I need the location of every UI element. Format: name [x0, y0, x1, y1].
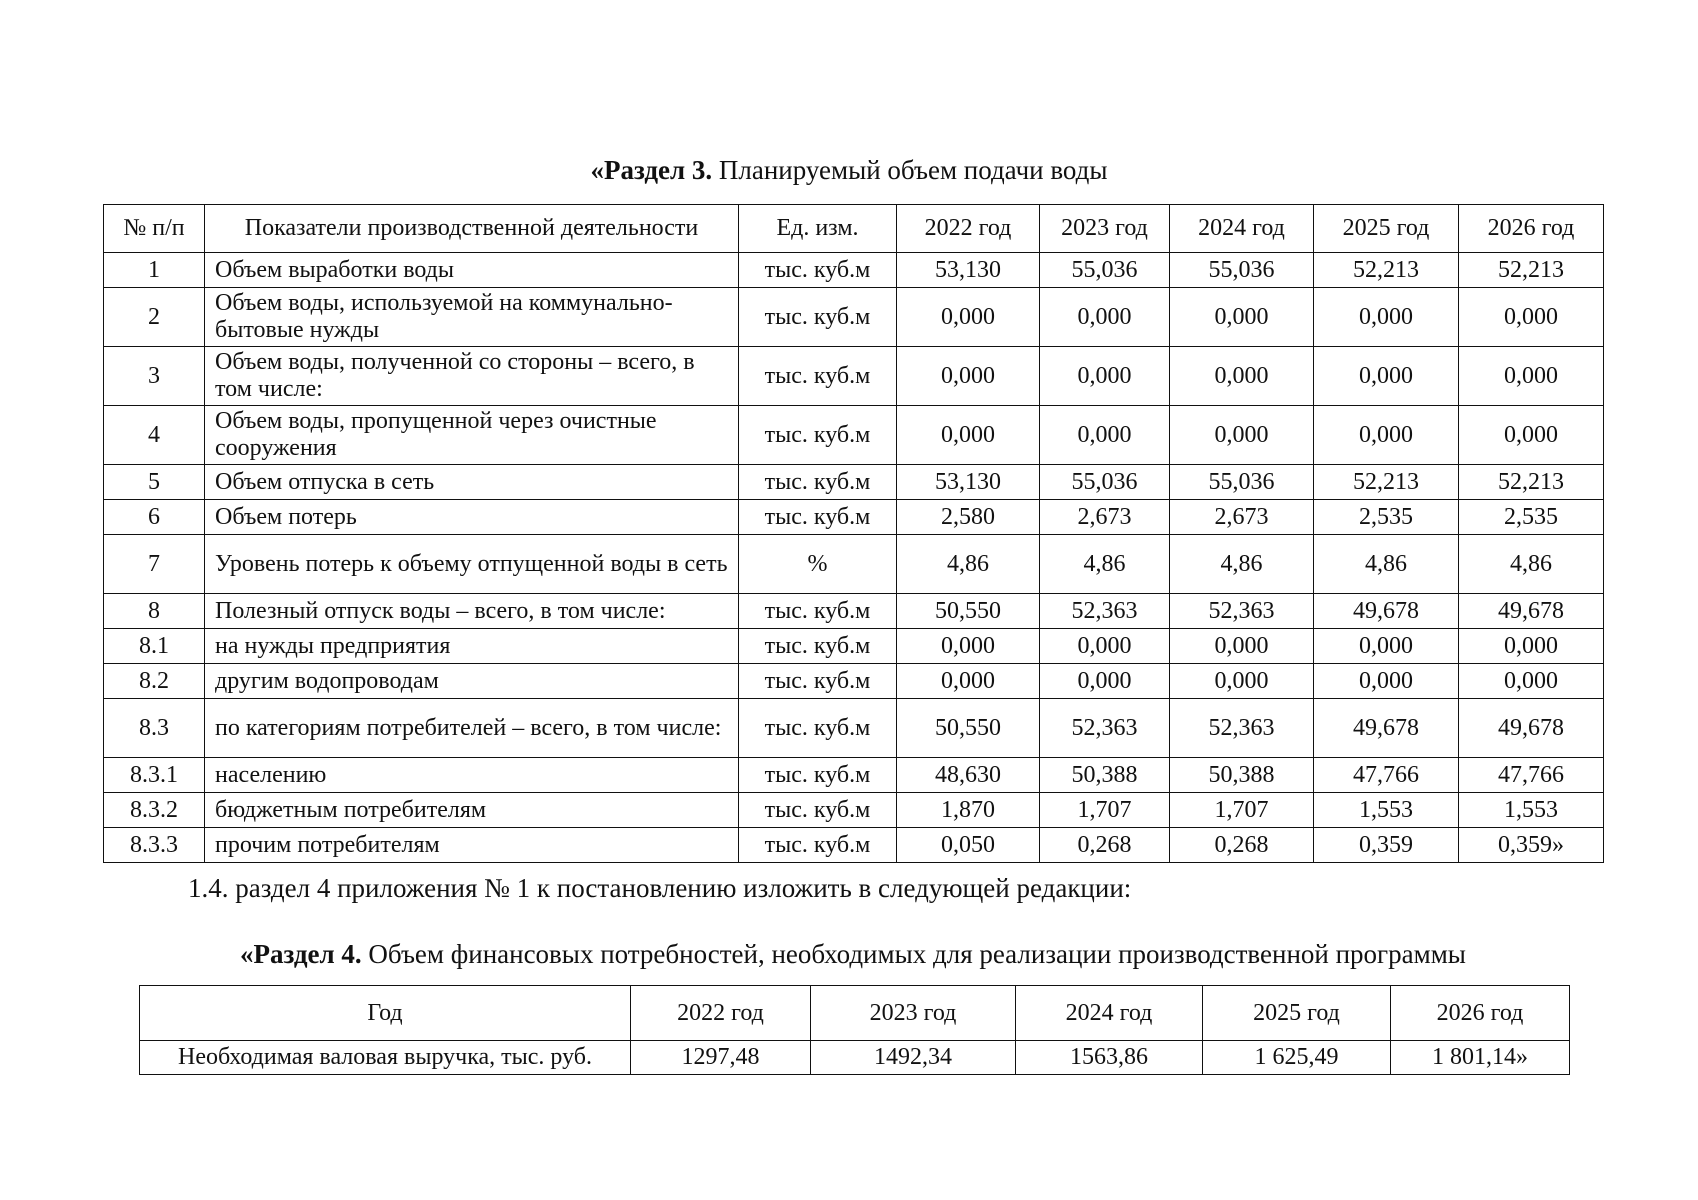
table-row [140, 1041, 1570, 1075]
value-cell: 52,363 [1170, 699, 1314, 758]
row-indicator: прочим потребителям [205, 828, 739, 863]
value-cell: 0,000 [1459, 664, 1604, 699]
header-cell: № п/п [104, 205, 205, 253]
row-number: 8.2 [104, 664, 205, 699]
table-row [104, 664, 1604, 699]
value-cell: 0,000 [897, 629, 1040, 664]
value-cell: 1,553 [1459, 793, 1604, 828]
value-cell: 2,535 [1314, 500, 1459, 535]
table-row [104, 629, 1604, 664]
value-cell: 0,000 [1170, 664, 1314, 699]
row-indicator: Объем воды, пропущенной через очистные сооружения [205, 406, 739, 465]
row-unit: тыс. куб.м [739, 758, 897, 793]
table-row [104, 347, 1604, 406]
row-unit: тыс. куб.м [739, 288, 897, 347]
value-cell: 53,130 [897, 465, 1040, 500]
row-unit: тыс. куб.м [739, 406, 897, 465]
section3-title [0, 152, 1698, 188]
section4-title-rest: Объем финансовых потребностей, необходимых для реализации производственной программы [361, 939, 1466, 969]
value-cell: 0,000 [897, 406, 1040, 465]
value-cell: 2,535 [1459, 500, 1604, 535]
value-cell: 50,550 [897, 699, 1040, 758]
row-unit: тыс. куб.м [739, 500, 897, 535]
value-cell: 4,86 [1040, 535, 1170, 594]
value-cell: 0,000 [1040, 288, 1170, 347]
header-cell: 2022 год [631, 986, 811, 1041]
header-cell: 2024 год [1170, 205, 1314, 253]
value-cell: 0,000 [1459, 406, 1604, 465]
row-number: 5 [104, 465, 205, 500]
value-cell: 0,268 [1040, 828, 1170, 863]
row-unit: тыс. куб.м [739, 253, 897, 288]
row-unit: тыс. куб.м [739, 664, 897, 699]
section3-header-row [104, 205, 1604, 253]
value-cell: 2,580 [897, 500, 1040, 535]
value-cell: 0,000 [1459, 288, 1604, 347]
row-number: 4 [104, 406, 205, 465]
value-cell: 55,036 [1040, 465, 1170, 500]
section3-table-body [104, 253, 1604, 863]
value-cell: 55,036 [1040, 253, 1170, 288]
header-cell: 2023 год [1040, 205, 1170, 253]
value-cell: 50,388 [1040, 758, 1170, 793]
value-cell: 0,000 [897, 288, 1040, 347]
row-unit: тыс. куб.м [739, 347, 897, 406]
header-cell: Показатели производственной деятельности [205, 205, 739, 253]
section4-title [240, 936, 1466, 972]
value-cell: 47,766 [1459, 758, 1604, 793]
value-cell: 4,86 [897, 535, 1040, 594]
value-cell: 1492,34 [811, 1041, 1016, 1075]
value-cell: 4,86 [1314, 535, 1459, 594]
row-number: 8 [104, 594, 205, 629]
header-cell: 2026 год [1459, 205, 1604, 253]
row-unit: тыс. куб.м [739, 699, 897, 758]
row-indicator: Объем воды, используемой на коммунально-бытовые нужды [205, 288, 739, 347]
value-cell: 50,550 [897, 594, 1040, 629]
row-number: 1 [104, 253, 205, 288]
value-cell: 0,000 [1314, 664, 1459, 699]
value-cell: 1 625,49 [1203, 1041, 1391, 1075]
row-indicator: Объем отпуска в сеть [205, 465, 739, 500]
header-cell: 2024 год [1016, 986, 1203, 1041]
table-row [104, 758, 1604, 793]
header-cell: 2025 год [1203, 986, 1391, 1041]
row-indicator: Объем выработки воды [205, 253, 739, 288]
table-row [104, 594, 1604, 629]
row-indicator: на нужды предприятия [205, 629, 739, 664]
value-cell: 0,000 [1314, 406, 1459, 465]
row-number: 8.3 [104, 699, 205, 758]
header-cell: 2026 год [1391, 986, 1570, 1041]
table-row [104, 500, 1604, 535]
value-cell: 0,000 [1170, 406, 1314, 465]
row-unit: тыс. куб.м [739, 828, 897, 863]
row-number: 7 [104, 535, 205, 594]
value-cell: 0,000 [1040, 629, 1170, 664]
value-cell: 1563,86 [1016, 1041, 1203, 1075]
value-cell: 52,363 [1040, 699, 1170, 758]
row-indicator: Объем потерь [205, 500, 739, 535]
value-cell: 49,678 [1314, 699, 1459, 758]
value-cell: 1,707 [1170, 793, 1314, 828]
row-number: 6 [104, 500, 205, 535]
value-cell: 0,359 [1314, 828, 1459, 863]
row-number: 8.3.3 [104, 828, 205, 863]
section3-table [103, 204, 1604, 863]
value-cell: 1297,48 [631, 1041, 811, 1075]
table-row [104, 699, 1604, 758]
row-indicator: населению [205, 758, 739, 793]
row-number: 8.1 [104, 629, 205, 664]
header-cell: Ед. изм. [739, 205, 897, 253]
row-number: 2 [104, 288, 205, 347]
value-cell: 1,870 [897, 793, 1040, 828]
row-indicator: другим водопроводам [205, 664, 739, 699]
value-cell: 0,000 [1314, 347, 1459, 406]
value-cell: 0,000 [1170, 347, 1314, 406]
row-label: Необходимая валовая выручка, тыс. руб. [140, 1041, 631, 1075]
row-indicator: Полезный отпуск воды – всего, в том числе: [205, 594, 739, 629]
value-cell: 49,678 [1459, 699, 1604, 758]
value-cell: 48,630 [897, 758, 1040, 793]
value-cell: 0,050 [897, 828, 1040, 863]
value-cell: 53,130 [897, 253, 1040, 288]
table-row [104, 253, 1604, 288]
header-cell: 2025 год [1314, 205, 1459, 253]
header-cell: Год [140, 986, 631, 1041]
table-row [104, 535, 1604, 594]
row-number: 8.3.1 [104, 758, 205, 793]
value-cell: 0,000 [1040, 347, 1170, 406]
value-cell: 47,766 [1314, 758, 1459, 793]
value-cell: 4,86 [1170, 535, 1314, 594]
value-cell: 0,000 [1459, 629, 1604, 664]
header-cell: 2023 год [811, 986, 1016, 1041]
value-cell: 52,363 [1170, 594, 1314, 629]
value-cell: 52,213 [1459, 253, 1604, 288]
value-cell: 0,000 [1040, 406, 1170, 465]
value-cell: 0,000 [1459, 347, 1604, 406]
table-row [104, 828, 1604, 863]
row-unit: тыс. куб.м [739, 629, 897, 664]
value-cell: 0,000 [1314, 629, 1459, 664]
section4-title-bold: «Раздел 4. [240, 939, 362, 969]
value-cell: 1 801,14» [1391, 1041, 1570, 1075]
section4-header-row [140, 986, 1570, 1041]
table-row [104, 465, 1604, 500]
value-cell: 1,707 [1040, 793, 1170, 828]
section3-title-rest: Планируемый объем подачи воды [712, 155, 1108, 185]
section4-table [139, 985, 1570, 1075]
header-cell: 2022 год [897, 205, 1040, 253]
value-cell: 0,268 [1170, 828, 1314, 863]
value-cell: 49,678 [1314, 594, 1459, 629]
value-cell: 52,213 [1459, 465, 1604, 500]
value-cell: 0,000 [1040, 664, 1170, 699]
value-cell: 0,000 [1170, 288, 1314, 347]
table-row [104, 406, 1604, 465]
value-cell: 1,553 [1314, 793, 1459, 828]
value-cell: 0,000 [1170, 629, 1314, 664]
value-cell: 55,036 [1170, 465, 1314, 500]
value-cell: 0,359» [1459, 828, 1604, 863]
value-cell: 2,673 [1170, 500, 1314, 535]
value-cell: 52,213 [1314, 465, 1459, 500]
section3-title-bold: «Раздел 3. [590, 155, 713, 185]
row-indicator: Уровень потерь к объему отпущенной воды в сеть [205, 535, 739, 594]
value-cell: 4,86 [1459, 535, 1604, 594]
value-cell: 0,000 [1314, 288, 1459, 347]
row-unit: тыс. куб.м [739, 793, 897, 828]
paragraph-1-4: 1.4. раздел 4 приложения № 1 к постановлению изложить в следующей редакции: [188, 873, 1132, 903]
value-cell: 55,036 [1170, 253, 1314, 288]
value-cell: 2,673 [1040, 500, 1170, 535]
row-number: 3 [104, 347, 205, 406]
row-indicator: Объем воды, полученной со стороны – всего, в том числе: [205, 347, 739, 406]
value-cell: 52,213 [1314, 253, 1459, 288]
value-cell: 0,000 [897, 664, 1040, 699]
row-unit: тыс. куб.м [739, 594, 897, 629]
value-cell: 49,678 [1459, 594, 1604, 629]
row-indicator: бюджетным потребителям [205, 793, 739, 828]
row-number: 8.3.2 [104, 793, 205, 828]
row-indicator: по категориям потребителей – всего, в том числе: [205, 699, 739, 758]
table-row [104, 288, 1604, 347]
row-unit: % [739, 535, 897, 594]
table-row [104, 793, 1604, 828]
value-cell: 52,363 [1040, 594, 1170, 629]
row-unit: тыс. куб.м [739, 465, 897, 500]
value-cell: 0,000 [897, 347, 1040, 406]
value-cell: 50,388 [1170, 758, 1314, 793]
